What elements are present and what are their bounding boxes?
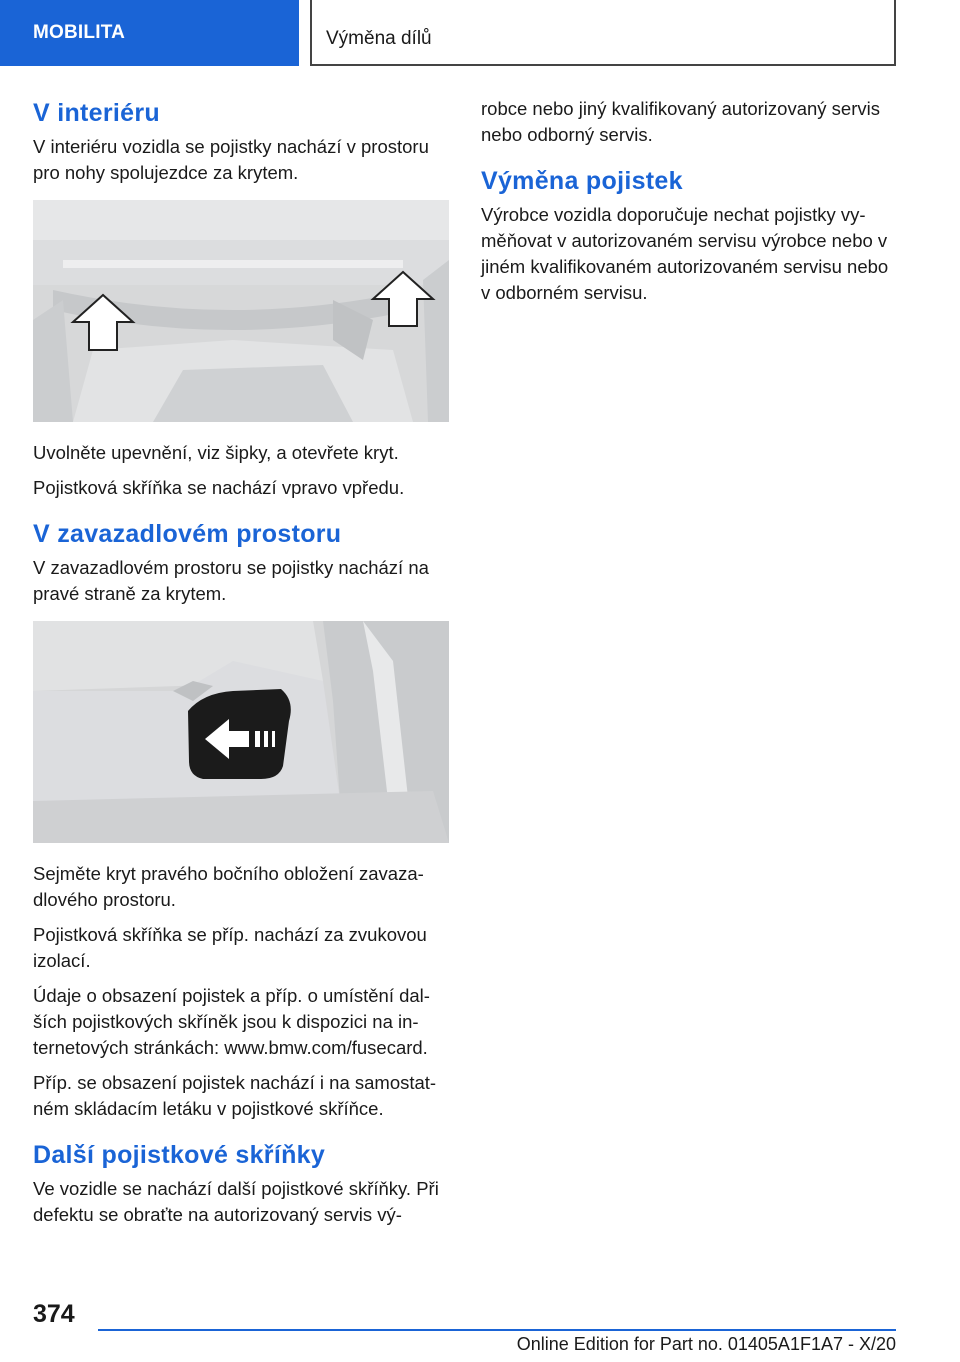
chapter-title	[310, 0, 896, 66]
right-column	[481, 96, 897, 315]
paragraph: Ve vozidle se nachází další pojistkové skříňky. Při defektu se obraťte na autorizovaný servis vý-	[33, 1178, 439, 1225]
interior-fuse-cover-image	[33, 200, 449, 422]
paragraph: V interiéru vozidla se pojistky nachází v prostoru pro nohy spolujezdce za krytem.	[33, 136, 429, 183]
chapter-title-text: Výměna dílů	[326, 28, 432, 49]
section-label: MOBILITA	[33, 22, 126, 43]
footer-divider	[98, 1329, 896, 1331]
heading-luggage: V zavazadlovém prostoru	[33, 520, 342, 548]
section-tab	[0, 0, 299, 66]
heading-interior: V interiéru	[33, 99, 160, 127]
page-number: 374	[33, 1300, 75, 1328]
paragraph: Pojistková skříňka se příp. nachází za zvukovou izolací.	[33, 924, 427, 971]
paragraph: Pojistková skříňka se nachází vpravo vpředu.	[33, 477, 405, 498]
paragraph: Výrobce vozidla doporučuje nechat pojistky vy-měňovat v autorizovaném servisu výrobce nebo v jiném kvalifikovaném autorizovaném servisu nebo v odborném servisu.	[481, 204, 889, 303]
heading-replacing-fuses: Výměna pojistek	[481, 167, 683, 195]
heading-other-fuse-boxes: Další pojistkové skříňky	[33, 1141, 326, 1169]
left-column	[33, 96, 449, 1237]
paragraph: Příp. se obsazení pojistek nachází i na samostat-ném skládacím letáku v pojistkové skříňce.	[33, 1072, 437, 1119]
paragraph: Sejměte kryt pravého bočního obložení zavaza-dlového prostoru.	[33, 863, 424, 910]
footwell-illustration	[33, 200, 449, 422]
paragraph: robce nebo jiný kvalifikovaný autorizovaný servis nebo odborný servis.	[481, 98, 880, 145]
paragraph: Údaje o obsazení pojistek a příp. o umístění dal-ších pojistkových skříněk jsou k dispozici na in-ternetových stránkách: www.bmw.com/fusecard.	[33, 985, 430, 1058]
paragraph: V zavazadlovém prostoru se pojistky nachází na pravé straně za krytem.	[33, 557, 429, 604]
footer-edition: Online Edition for Part no. 01405A1F1A7 - X/20	[516, 1334, 896, 1354]
paragraph: Uvolněte upevnění, viz šipky, a otevřete kryt.	[33, 442, 399, 463]
luggage-illustration	[33, 621, 449, 843]
luggage-fuse-cover-image	[33, 621, 449, 843]
